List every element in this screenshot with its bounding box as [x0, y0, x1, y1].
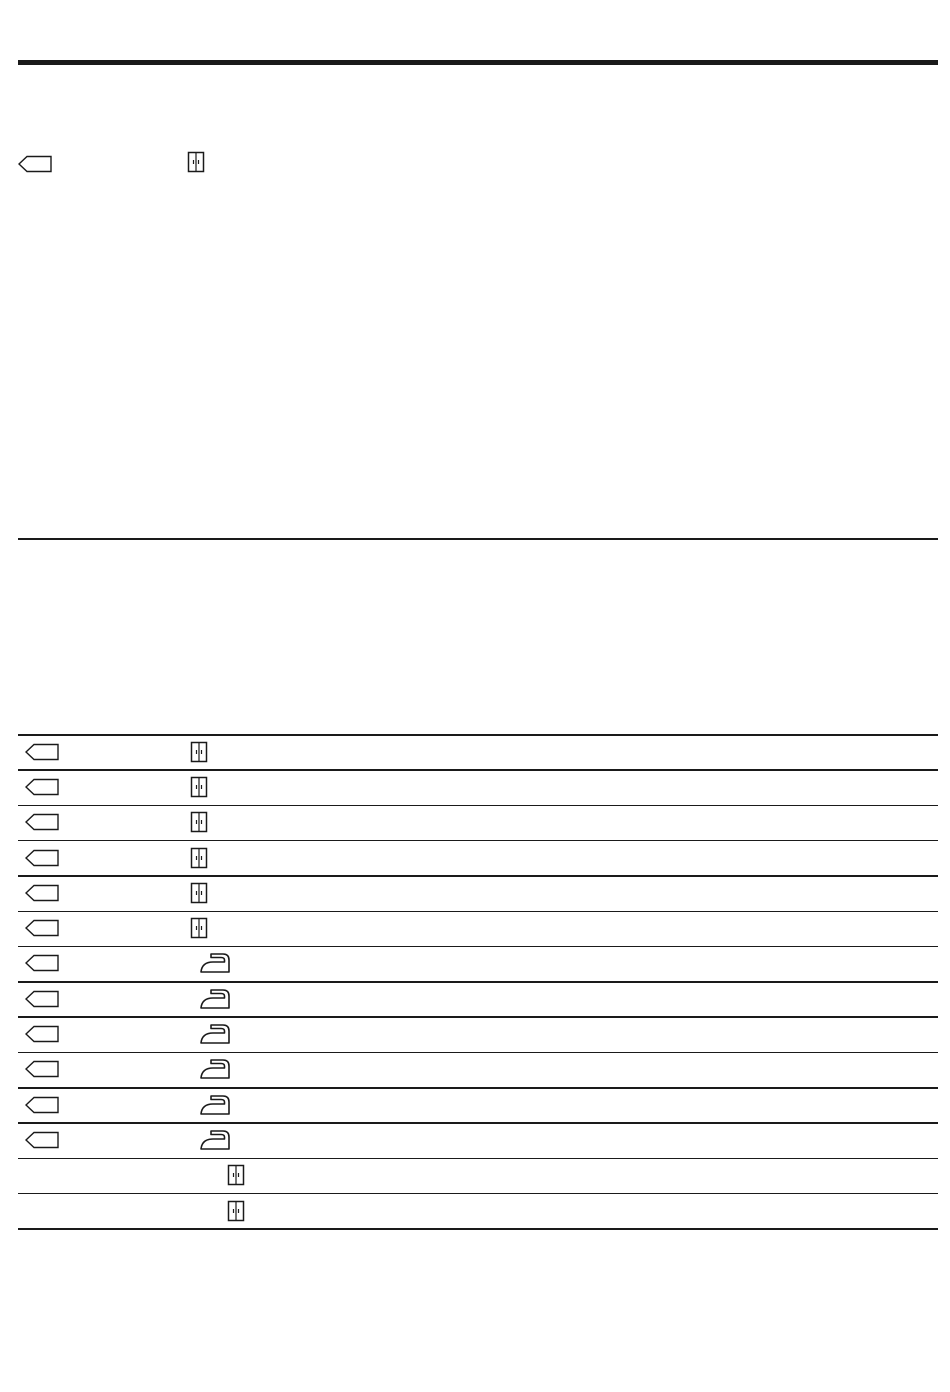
row-divider — [18, 911, 938, 913]
cabinet-icon — [227, 1164, 245, 1186]
iron-icon — [199, 1129, 231, 1151]
row-divider — [18, 946, 938, 948]
tag-icon — [25, 1025, 59, 1043]
header-rule-thick — [18, 60, 938, 65]
row-divider — [18, 805, 938, 807]
tag-icon — [25, 1060, 59, 1078]
cabinet-icon — [187, 151, 205, 173]
cabinet-icon — [190, 917, 208, 939]
iron-icon — [199, 1058, 231, 1080]
row-divider — [18, 875, 938, 877]
tag-icon — [25, 813, 59, 831]
cabinet-icon — [227, 1200, 245, 1222]
table-top-line — [18, 734, 938, 736]
cabinet-icon — [190, 811, 208, 833]
row-divider — [18, 769, 938, 771]
cabinet-icon — [190, 776, 208, 798]
cabinet-icon — [190, 847, 208, 869]
row-divider — [18, 981, 938, 983]
iron-icon — [199, 988, 231, 1010]
row-divider — [18, 1052, 938, 1054]
tag-icon — [25, 954, 59, 972]
row-divider — [18, 840, 938, 842]
iron-icon — [199, 1023, 231, 1045]
row-divider — [18, 1016, 938, 1018]
tag-icon — [25, 1096, 59, 1114]
row-divider — [18, 1122, 938, 1124]
iron-icon — [199, 952, 231, 974]
tag-icon — [25, 1131, 59, 1149]
tag-icon — [25, 849, 59, 867]
row-divider — [18, 1228, 938, 1230]
cabinet-icon — [190, 741, 208, 763]
row-divider — [18, 1158, 938, 1160]
iron-icon — [199, 1094, 231, 1116]
tag-icon — [25, 919, 59, 937]
row-divider — [18, 1193, 938, 1195]
cabinet-icon — [190, 882, 208, 904]
tag-icon — [25, 884, 59, 902]
tag-icon — [25, 778, 59, 796]
tag-icon — [25, 743, 59, 761]
section-divider — [18, 538, 938, 540]
tag-icon — [25, 990, 59, 1008]
row-divider — [18, 1087, 938, 1089]
tag-icon — [18, 155, 52, 173]
